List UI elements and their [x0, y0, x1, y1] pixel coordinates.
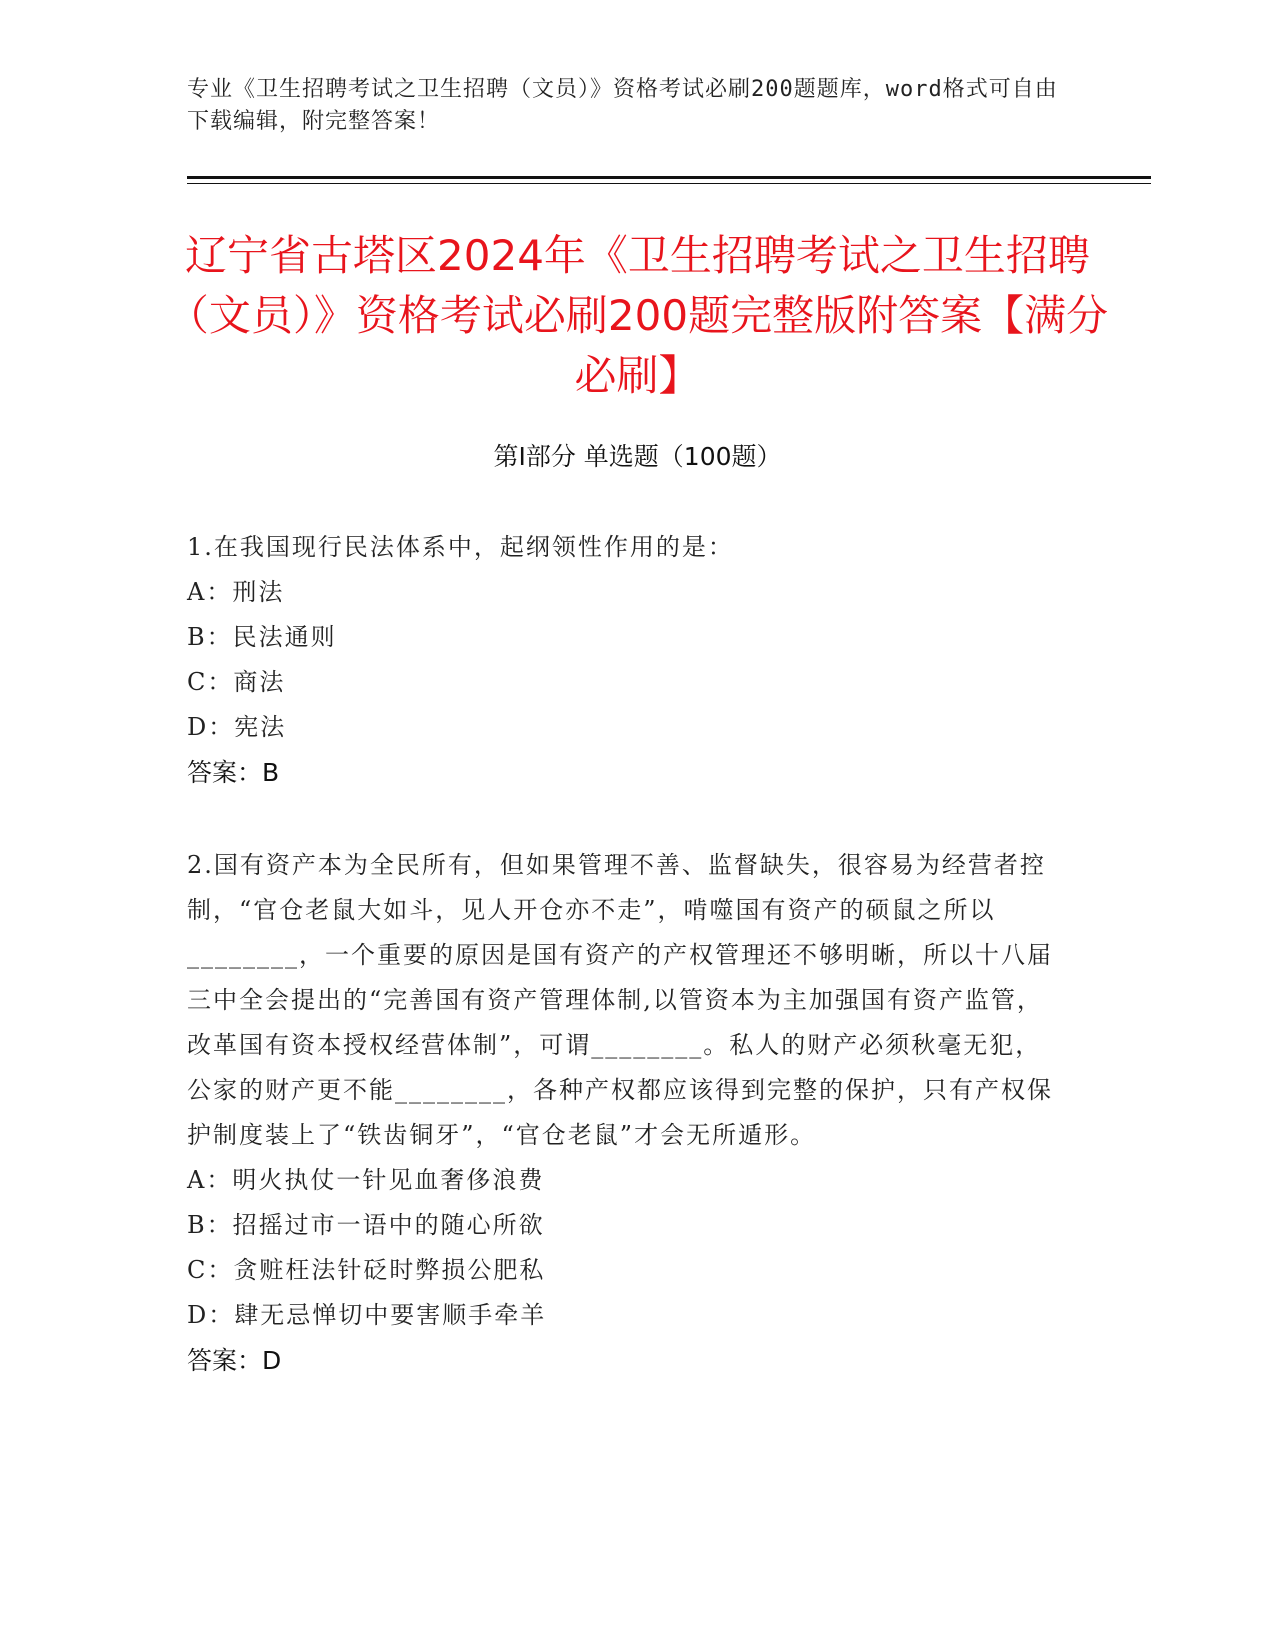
option-d: D：宪法	[187, 713, 287, 741]
document-title: 辽宁省古塔区2024年《卫生招聘考试之卫生招聘（文员）》资格考试必刷200题完整版附答案【满分必刷】	[166, 231, 1109, 400]
question-text: 1.在我国现行民法体系中，起纲领性作用的是：	[187, 533, 734, 561]
option-b: B：民法通则	[187, 623, 337, 651]
header-note: 专业《卫生招聘考试之卫生招聘（文员）》资格考试必刷200题题库，word格式可自由下载编辑，附完整答案！	[187, 77, 1058, 134]
header-rule-thick	[187, 176, 1151, 179]
answer: 答案：B	[187, 758, 280, 787]
option-c: C：商法	[187, 668, 286, 696]
option-d: D：肆无忌惮切中要害顺手牵羊	[187, 1301, 547, 1329]
option-a: A：明火执仗一针见血奢侈浪费	[187, 1166, 545, 1194]
section-heading: 第I部分 单选题（100题）	[493, 442, 782, 471]
header-rule-thin	[187, 183, 1151, 184]
option-b: B：招摇过市一语中的随心所欲	[187, 1211, 545, 1239]
question-1	[187, 525, 1067, 795]
question-text: 2.国有资产本为全民所有，但如果管理不善、监督缺失，很容易为经营者控制，“官仓老鼠大如斗，见人开仓亦不走”，啃噬国有资产的硕鼠之所以________，一个重要的原因是国有资产的产权管理还不够明晰，所以十八届三中全会提出的“完善国有资产管理体制,以管资本为主加强国有资产监管，改革国有资本授权经营体制”，可谓________。私人的财产必须秋毫无犯，公家的财产更不能________，各种产权都应该得到完整的保护，只有产权保护制度装上了“铁齿铜牙”，“官仓老鼠”才会无所遁形。	[187, 851, 1053, 1149]
answer: 答案：D	[187, 1346, 282, 1375]
option-c: C：贪赃枉法针砭时弊损公肥私	[187, 1256, 546, 1284]
question-2	[187, 843, 1067, 1383]
option-a: A：刑法	[187, 578, 285, 606]
